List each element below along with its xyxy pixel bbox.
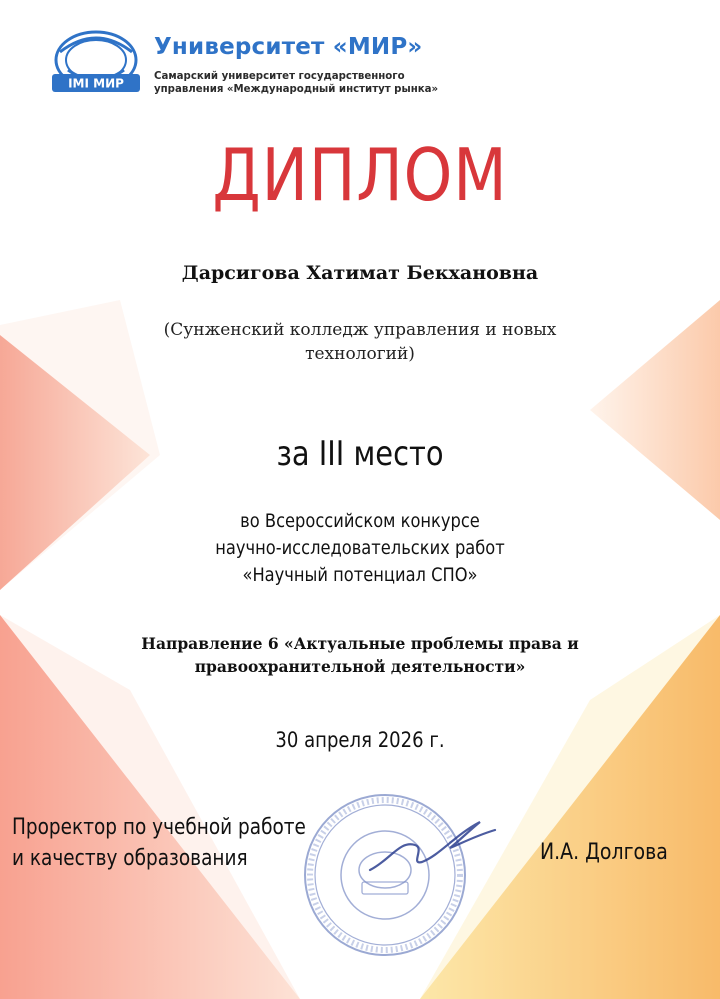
organization-line: технологий) (305, 344, 415, 364)
handwritten-signature-icon (360, 800, 500, 880)
organization-line: (Сунженский колледж управления и новых (163, 320, 557, 340)
recipient-organization (120, 318, 600, 366)
university-subtitle-line: управления «Международный институт рынка» (154, 84, 439, 95)
diploma-title: ДИПЛОМ (212, 133, 508, 217)
recipient-name: Дарсигова Хатимат Бекхановна (181, 262, 539, 284)
direction-line: правоохранительной деятельности» (194, 657, 526, 676)
contest-line: во Всероссийском конкурсе (240, 511, 480, 532)
award-place: за III место (276, 434, 444, 474)
university-subtitle (154, 70, 484, 96)
signer-position-line: Проректор по учебной работе (12, 815, 306, 840)
award-date: 30 апреля 2026 г. (275, 728, 445, 752)
university-subtitle-line: Самарский университет государственного (154, 71, 405, 82)
contest-description (184, 508, 536, 589)
signer-position-line: и качеству образования (12, 846, 248, 871)
contest-direction (110, 632, 610, 678)
university-header (48, 28, 468, 108)
university-name: Университет «МИР» (154, 34, 423, 60)
contest-line: «Научный потенциал СПО» (242, 565, 478, 586)
signer-name: И.А. Долгова (540, 840, 668, 865)
university-logo-icon (48, 30, 144, 96)
direction-line: Направление 6 «Актуальные проблемы права и (141, 634, 579, 653)
svg-text:IMI МИР: IMI МИР (68, 76, 124, 91)
signer-position (12, 812, 306, 874)
contest-line: научно-исследовательских работ (215, 538, 505, 559)
right-upper-triangle (590, 300, 720, 520)
